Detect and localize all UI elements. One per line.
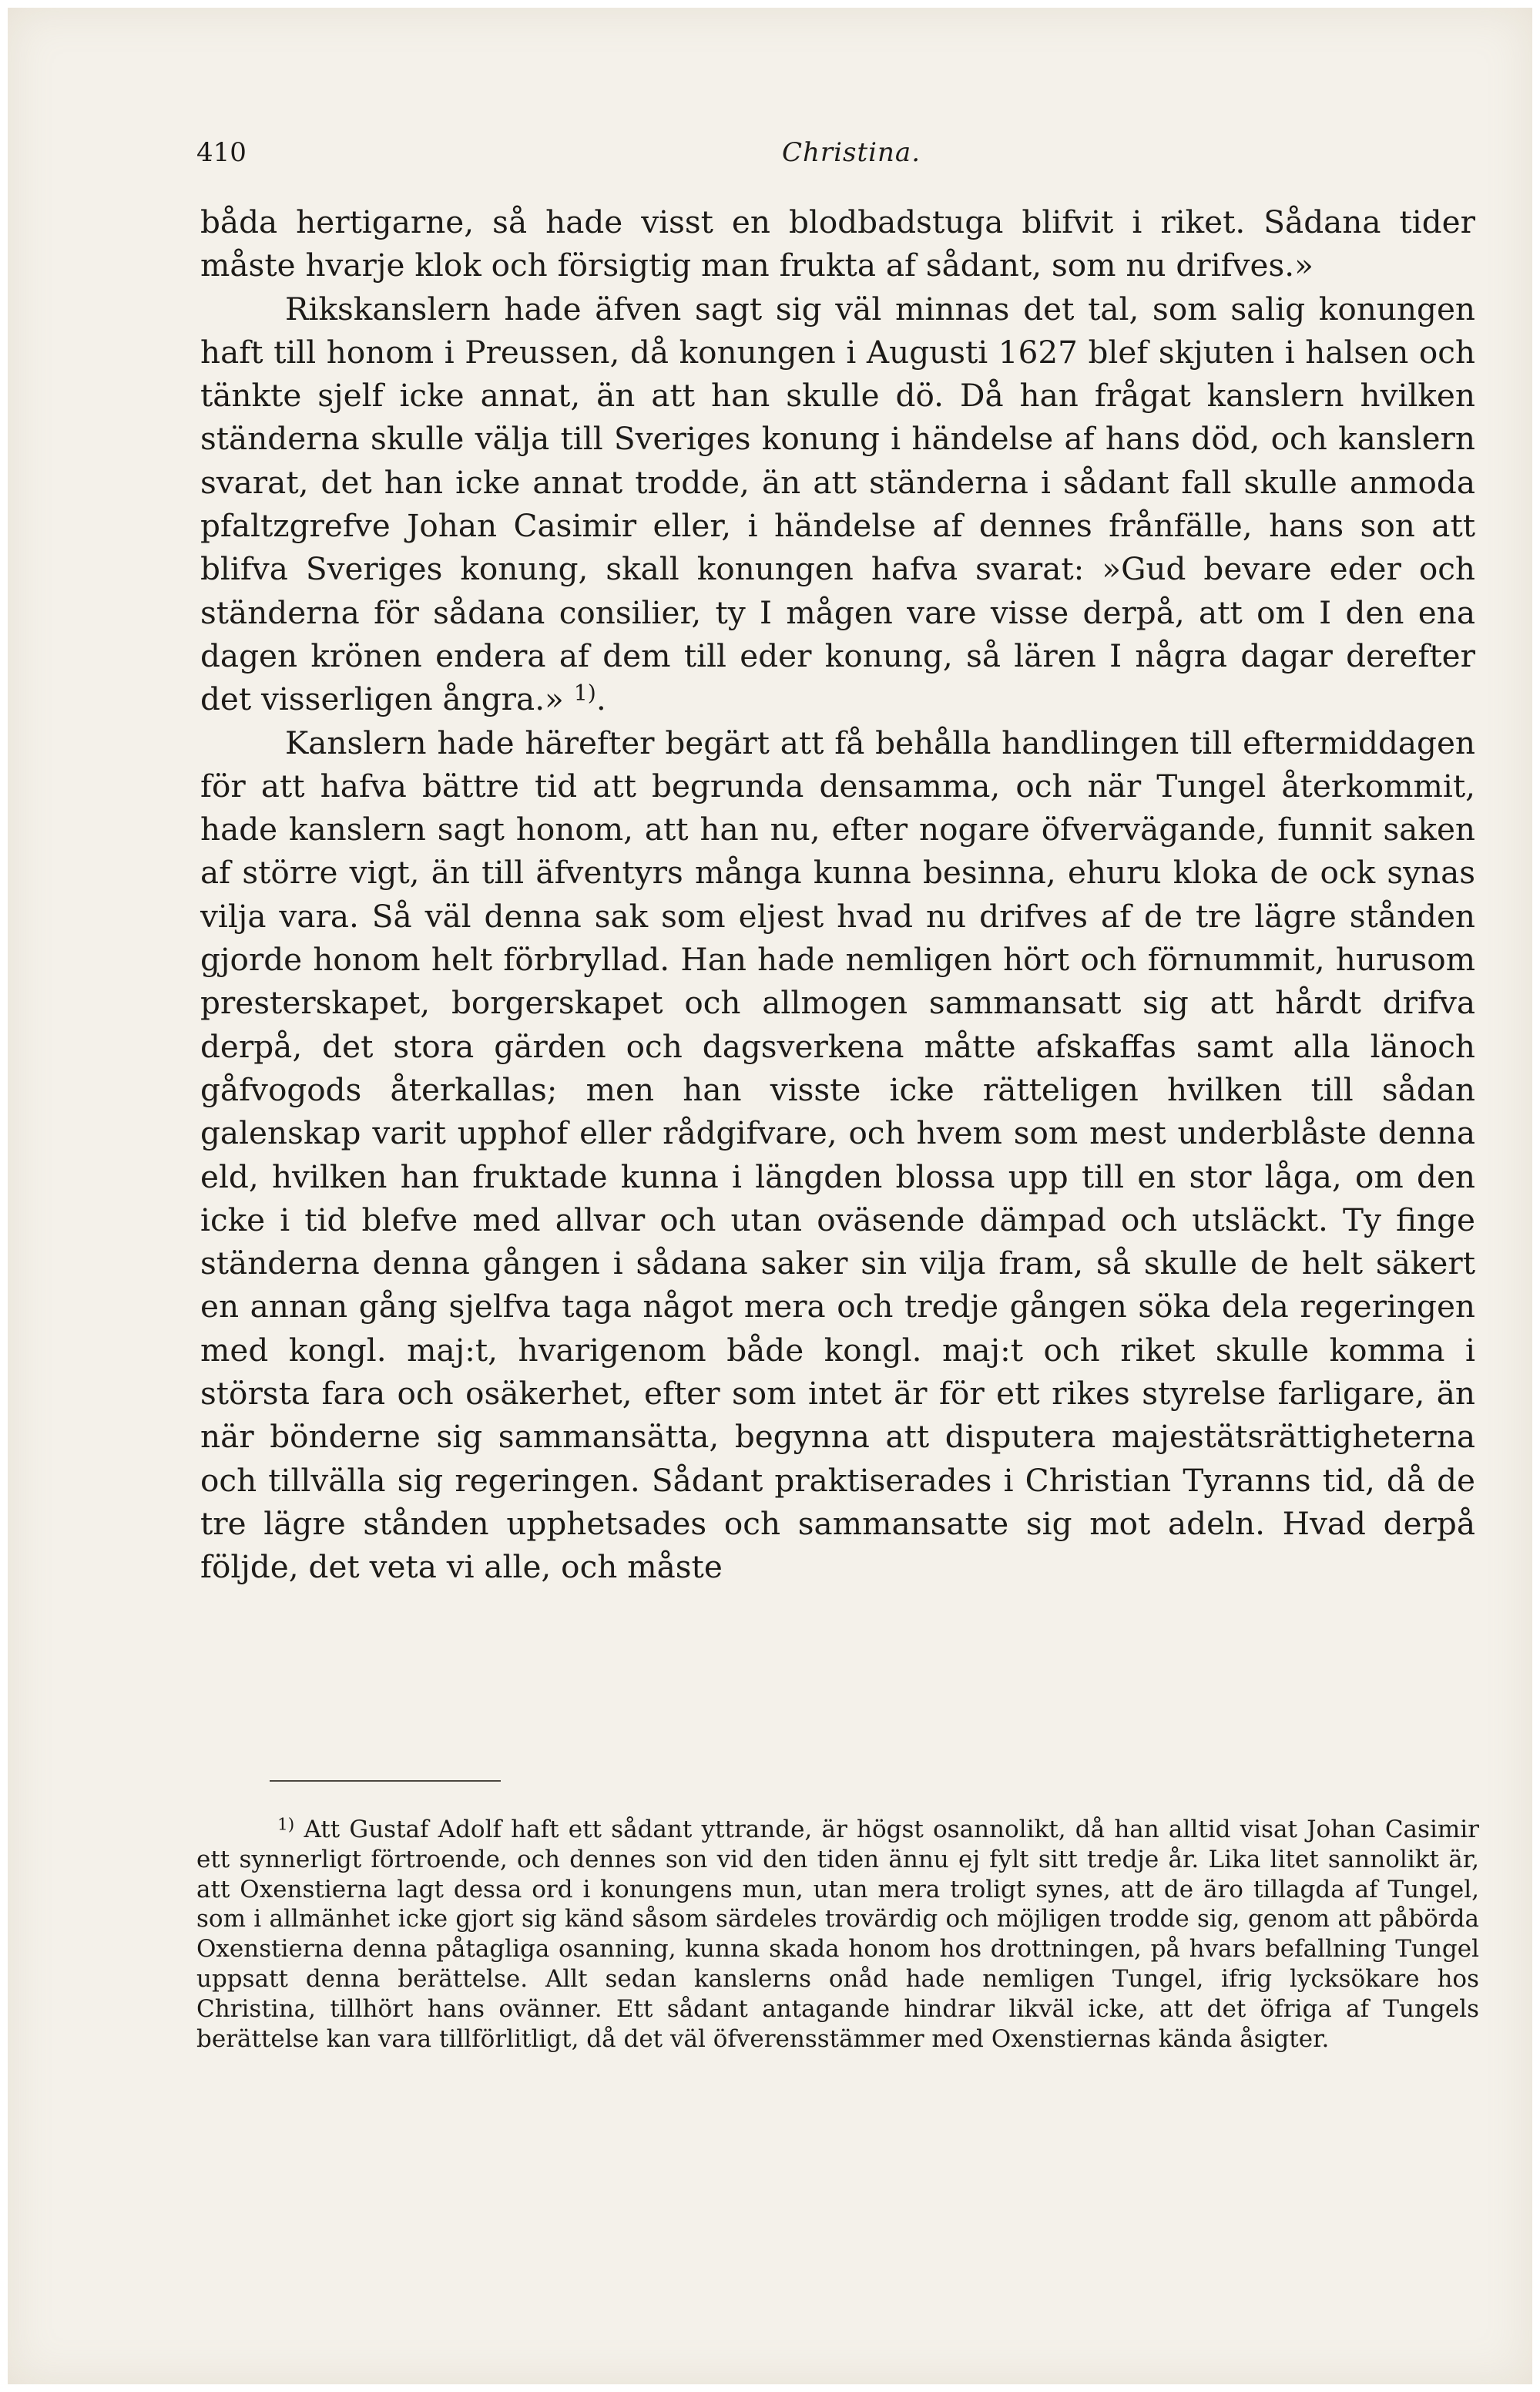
footnote — [196, 1815, 1479, 2054]
book-page — [8, 8, 1532, 2384]
paragraph-1: båda hertigarne, så hade visst en blodbadstuga blifvit i riket. Sådana tider måste hvarje klok och försigtig man frukta af sådant, som nu drifves.» — [200, 203, 1475, 284]
main-text — [200, 200, 1475, 1589]
footnote-divider — [270, 1780, 501, 1782]
running-title: Christina. — [782, 137, 921, 168]
paragraph-2: Rikskanslern hade äfven sagt sig väl minnas det tal, som salig konungen haft till honom i Preussen, då konungen i Augusti 1627 blef skjuten i halsen och tänkte sjelf icke annat, än att han skulle dö. Då han frågat kanslern hvilken ständerna skulle välja till Sveriges konung i händelse af hans död, och kanslern svarat, det han icke annat trodde, än att ständerna i sådant fall skulle anmoda pfaltzgrefve Johan Casimir eller, i händelse af dennes frånfälle, hans son att blifva Sveriges konung, skall konungen hafva svarat: »Gud bevare eder och ständerna för sådana consilier, ty I mågen vare visse derpå, att om I den ena dagen krönen endera af dem till eder konung, så lären I några dagar derefter det visserligen ångra.» $^{1)}$. — [200, 290, 1475, 718]
page-number: 410 — [196, 137, 247, 168]
running-head — [196, 137, 1491, 183]
footnote-reference: 1) — [573, 680, 596, 706]
footnote-marker: 1) — [277, 1815, 295, 1835]
paragraph-3: Kanslern hade härefter begärt att få behålla handlingen till eftermiddagen för att hafva bättre tid att begrunda densamma, och när Tungel återkommit, hade kanslern sagt honom, att han nu, efter nogare öfvervägande, funnit saken af större vigt, än till äfventyrs många kunna besinna, ehuru kloka de ock synas vilja vara. Så väl denna sak som eljest hvad nu drifves af de tre lägre stånden gjorde honom helt förbryllad. Han hade nemligen hört och förnummit, hurusom presterskapet, borgerskapet och allmogen sammansatt sig att hårdt drifva derpå, det stora gärden och dagsverkena måtte afskaffas samt alla länoch gåfvogods återkallas; men han visste icke rätteligen hvilken till sådan galenskap varit upphof eller rådgifvare, och hvem som mest underblåste denna eld, hvilken han fruktade kunna i längden blossa upp till en stor låga, om den icke i tid blefve med allvar och utan oväsende dämpad och utsläckt. Ty finge ständerna denna gången i sådana saker sin vilja fram, så skulle de helt säkert en annan gång sjelfva taga något mera och tredje gången söka dela regeringen med kongl. maj:t, hvarigenom både kongl. maj:t och riket skulle komma i största fara och osäkerhet, efter som intet är för ett rikes styrelse farligare, än när bönderne sig sammansätta, begynna att disputera majestätsrättigheterna och tillvälla sig regeringen. Sådant praktiserades i Christian Tyranns tid, då de tre lägre stånden upphetsades och sammansatte sig mot adeln. Hvad derpå följde, det veta vi alle, och måste — [200, 724, 1475, 1586]
footnote-text: Att Gustaf Adolf haft ett sådant yttrande, är högst osannolikt, då han alltid visat Johan Casimir ett synnerligt förtroende, och dennes son vid den tiden ännu ej fylt sitt tredje år. Lika litet sannolikt är, att Oxenstierna lagt dessa ord i konungens mun, utan mera troligt synes, att de äro tillagda af Tungel, som i allmänhet icke gjort sig känd såsom särdeles trovärdig och möjligen trodde sig, genom att påbörda Oxenstierna denna påtagliga osanning, kunna skada honom hos drottningen, på hvars befallning Tungel uppsatt denna berättelse. Allt sedan kanslerns onåd hade nemligen Tungel, ifrig lycksökare hos Christina, tillhört hans ovänner. Ett sådant antagande hindrar likväl icke, att det öfriga af Tungels berättelse kan vara tillförlitligt, då det väl öfverensstämmer med Oxenstiernas kända åsigter. — [196, 1816, 1479, 2053]
paragraph-2-text: Rikskanslern hade äfven sagt sig väl minnas det tal, som salig konungen haft till honom i Preussen, då konungen i Augusti 1627 blef skjuten i halsen och tänkte sjelf icke annat, än att han skulle dö. Då han frågat kanslern hvilken ständerna skulle välja till Sveriges konung i händelse af hans död, och kanslern svarat, det han icke annat trodde, än att ständerna i sådant fall skulle anmoda pfaltzgrefve Johan Casimir eller, i händelse af dennes frånfälle, hans son att blifva Sveriges konung, skall konungen hafva svarat: »Gud bevare eder och ständerna för sådana consilier, ty I mågen vare visse derpå, att om I den ena dagen krönen endera af dem till eder konung, så lären I några dagar derefter det visserligen ångra.» — [200, 290, 1475, 718]
